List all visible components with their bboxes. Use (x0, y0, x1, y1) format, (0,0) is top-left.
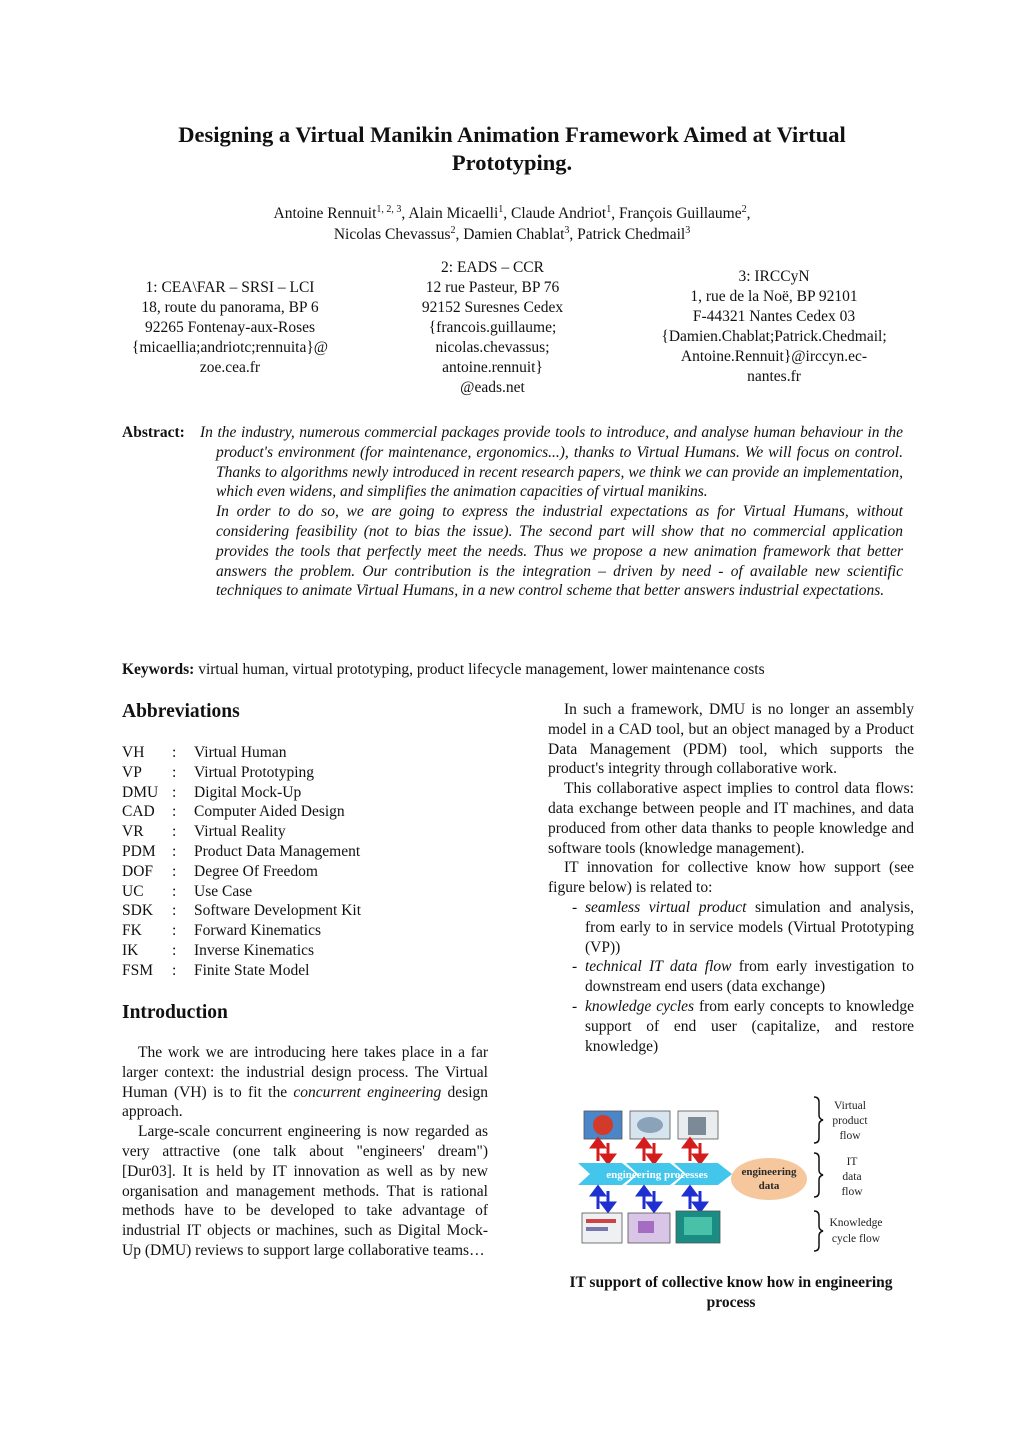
abbreviation-row: VR : Virtual Reality (122, 823, 286, 841)
engineering-data-ellipse (731, 1158, 807, 1200)
abbreviation-row: VH : Virtual Human (122, 744, 287, 761)
keywords-label: Keywords: (122, 661, 195, 678)
engineering-processes-label: engineering processes (606, 1169, 708, 1181)
line2-author-1: Damien Chablat (463, 226, 565, 243)
aff3-line-4: Antoine.Rennuit}@irccyn.ec- (680, 348, 868, 365)
aff3-line-3: {Damien.Chablat;Patrick.Chedmail; (661, 328, 887, 345)
bullet-list (548, 898, 914, 1056)
aff2-line-1: 12 rue Pasteur, BP 76 (425, 279, 560, 296)
line1-author-1: Alain Micaelli (408, 205, 499, 222)
abbreviation-row: VP : Virtual Prototyping (122, 763, 315, 781)
bullet-item: - technical IT data flow from early investigation to downstream end users (data exchange) (572, 958, 914, 996)
svg-text:IT: IT (846, 1156, 858, 1168)
figure-caption: IT support of collective know how in engineering process (569, 1274, 893, 1311)
engineering-processes-band (578, 1163, 732, 1185)
svg-text:cycle flow: cycle flow (831, 1233, 881, 1245)
abbreviation-row: FSM : Finite State Model (122, 961, 310, 979)
line1-author-2: Claude Andriot (511, 205, 607, 222)
aff1-line-1: 18, route du panorama, BP 6 (141, 299, 319, 316)
aff2-line-6: @eads.net (460, 379, 525, 396)
svg-text:Knowledge: Knowledge (829, 1217, 883, 1229)
aff3-line-2: F-44321 Nantes Cedex 03 (692, 308, 856, 325)
aff3-line-5: nantes.fr (747, 368, 801, 385)
blue-arrows (592, 1187, 706, 1211)
author-line-1: Antoine Rennuit$^{1, 2, 3}$, Alain Micaelli$^1$, Claude Andriot$^1$, François Guillaume$^2$, (273, 204, 751, 222)
introduction-body (122, 1043, 488, 1261)
right-braces (814, 1097, 883, 1251)
bottom-thumbnails (582, 1211, 720, 1243)
aff2-line-3: {francois.guillaume; (428, 319, 557, 336)
aff1-line-3: {micaellia;andriotc;rennuita}@ (131, 339, 329, 356)
svg-text:flow: flow (841, 1186, 863, 1198)
affiliation-1 (110, 278, 350, 378)
abbreviation-row: SDK : Software Development Kit (122, 902, 362, 920)
keywords (122, 660, 903, 680)
it-support-figure (578, 1095, 908, 1260)
aff1-line-0: 1: CEA\FAR – SRSI – LCI (145, 279, 315, 296)
abbreviation-row: IK : Inverse Kinematics (122, 941, 315, 959)
aff3-line-1: 1, rue de la Noë, BP 92101 (690, 288, 858, 305)
svg-text:flow: flow (839, 1130, 861, 1142)
aff2-line-4: nicolas.chevassus; (435, 339, 550, 356)
aff1-line-2: 92265 Fontenay-aux-Roses (144, 319, 316, 336)
abbreviation-row: PDM : Product Data Management (122, 842, 361, 860)
abbreviation-row: DMU : Digital Mock-Up (122, 783, 302, 801)
abbreviation-row: DOF : Degree Of Freedom (122, 862, 318, 880)
paper-title: Designing a Virtual Manikin Animation Framework Aimed at Virtual Prototyping. (178, 122, 846, 175)
abstract (122, 423, 903, 601)
abbreviation-row: CAD : Computer Aided Design (122, 803, 345, 821)
svg-text:product: product (832, 1115, 868, 1127)
svg-text:engineering: engineering (741, 1166, 797, 1178)
svg-text:data: data (758, 1180, 780, 1192)
right-paragraph-1: In such a framework, DMU is no longer an assembly model in a CAD tool, but an object managed by a Product Data Management (PDM) tool, which supports the product's integrity through collaborative work. (548, 701, 914, 778)
top-thumbnails (584, 1111, 718, 1139)
bullet-item: - knowledge cycles from early concepts to knowledge support of end user (capitalize, and restore knowledge) (572, 997, 915, 1055)
abstract-paragraph-2: In order to do so, we are going to express the industrial expectations as for Virtual Humans, without considering feasibility (not to bias the issue). The second part will show that no commercial application provides the tools that perfectly meet the needs. Thus we propose a new animation framework that better answers the problem. Our contribution is the integration – driven by need - of available new scientific techniques to animate Virtual Humans, in a new control scheme that better answers industrial expectations. (216, 503, 903, 600)
intro-paragraph-2: Large-scale concurrent engineering is now regarded as very attractive (one talk about "engineers' dream") [Dur03]. It is held by IT innovation as well as by new organisation and management methods. That is rational methods have to be developed to take advantage of industrial IT objects or machines, such as Digital Mock-Up (DMU) reviews to support large collaborative teams… (122, 1123, 488, 1259)
aff2-line-5: antoine.rennuit} (442, 359, 543, 376)
intro-paragraph-1: The work we are introducing here takes place in a far larger context: the industrial design process. The Virtual Human (VH) is to fit the concurrent engineering design approach. (122, 1044, 488, 1121)
abbreviations-heading: Abbreviations (122, 701, 240, 722)
right-column-body (548, 700, 914, 1056)
abstract-paragraph-1: In the industry, numerous commercial packages provide tools to introduce, and analyse human behaviour in the product's environment (for maintenance, ergonomics...), thanks to Virtual Humans. We will focus on control. Thanks to algorithms newly introduced in recent research papers, we think we can provide an implementation, which even widens, and simplifies the animation capacities of virtual manikins. (200, 424, 903, 501)
affiliation-3 (636, 267, 912, 387)
line2-author-2: Patrick Chedmail (577, 226, 686, 243)
right-paragraph-2: This collaborative aspect implies to control data flows: data exchange between people and IT machines, and data produced from other data thanks to people knowledge and software tools (knowledge management). (548, 780, 914, 857)
right-paragraph-3: IT innovation for collective know how support (see figure below) is related to: (548, 859, 914, 897)
abstract-label: Abstract: (122, 424, 185, 441)
aff2-line-2: 92152 Suresnes Cedex (421, 299, 564, 316)
abbreviations-list (122, 743, 361, 981)
keywords-text: virtual human, virtual prototyping, product lifecycle management, lower maintenance costs (194, 661, 765, 678)
abbreviation-row: UC : Use Case (122, 882, 253, 900)
line2-author-0: Nicolas Chevassus (333, 226, 451, 243)
introduction-heading: Introduction (122, 1002, 228, 1023)
line1-author-0: Antoine Rennuit (273, 205, 377, 222)
aff2-line-0: 2: EADS – CCR (441, 259, 544, 276)
affiliation-2 (385, 258, 600, 398)
aff1-line-4: zoe.cea.fr (199, 359, 261, 376)
red-arrows (592, 1139, 706, 1163)
svg-text:data: data (842, 1171, 862, 1183)
aff3-line-0: 3: IRCCyN (738, 268, 810, 285)
line1-author-3: François Guillaume (618, 205, 742, 222)
bullet-item: - seamless virtual product simulation and analysis, from early to in service models (Virtual Prototyping (VP)) (572, 898, 914, 956)
abbreviation-row: FK : Forward Kinematics (122, 922, 321, 940)
author-line-2: Nicolas Chevassus$^2$, Damien Chablat$^3$, Patrick Chedmail$^3$ (333, 225, 691, 243)
svg-text:Virtual: Virtual (834, 1100, 866, 1112)
